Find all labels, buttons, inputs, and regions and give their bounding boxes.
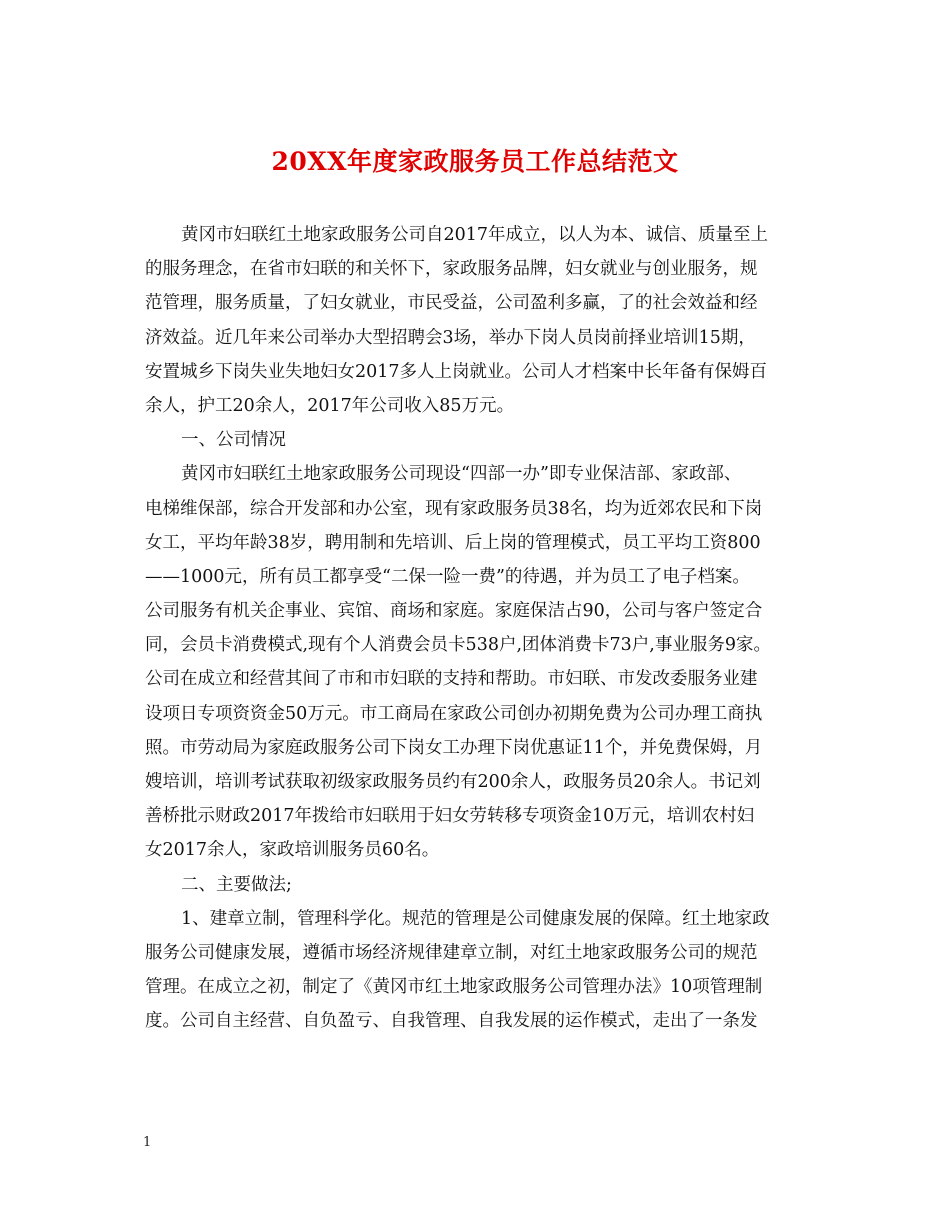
text-line: 管理。在成立之初，制定了《黄冈市红土地家政服务公司管理办法》10项管理制	[145, 977, 763, 998]
text-line: 同，会员卡消费模式,现有个人消费会员卡538户,团体消费卡73户,事业服务9家。	[145, 635, 771, 656]
paragraph-company	[145, 457, 815, 867]
section-heading: 二、主要做法;	[181, 874, 292, 895]
text-line: 1、建章立制，管理科学化。规范的管理是公司健康发展的保障。红土地家政	[181, 908, 770, 929]
text-line: 黄冈市妇联红土地家政服务公司现设“四部一办”即专业保洁部、家政部、	[181, 464, 742, 485]
text-line: 余人，护工20余人，2017年公司收入85万元。	[145, 395, 515, 416]
paragraph-intro	[145, 218, 815, 423]
text-line: 女2017余人，家政培训服务员60名。	[145, 840, 440, 861]
document-title: 20XX年度家政服务员工作总结范文	[271, 147, 679, 176]
page-number: 1	[143, 1135, 152, 1150]
section-heading-company	[145, 423, 815, 457]
text-line: 公司服务有机关企事业、宾馆、商场和家庭。家庭保洁占90，公司与客户签定合	[145, 601, 763, 622]
text-line: 照。市劳动局为家庭政服务公司下岗女工办理下岗优惠证11个，并免费保姆，月	[145, 737, 763, 758]
text-line: 度。公司自主经营、自负盈亏、自我管理、自我发展的运作模式，走出了一条发	[145, 1011, 758, 1032]
text-line: 安置城乡下岗失业失地妇女2017多人上岗就业。公司人才档案中长年备有保姆百	[145, 361, 768, 382]
text-line: 公司在成立和经营其间了市和市妇联的支持和帮助。市妇联、市发改委服务业建	[145, 669, 758, 690]
section-heading-methods	[145, 868, 815, 902]
text-line: 善桥批示财政2017年拨给市妇联用于妇女劳转移专项资金10万元，培训农村妇	[145, 806, 755, 827]
text-line: 黄冈市妇联红土地家政服务公司自2017年成立，以人为本、诚信、质量至上	[181, 225, 769, 245]
text-line: 嫂培训，培训考试获取初级家政服务员约有200余人，政服务员20余人。书记刘	[145, 772, 761, 792]
text-line: 范管理，服务质量，了妇女就业，市民受益，公司盈利多赢，了的社会效益和经	[145, 293, 758, 314]
text-line: 女工，平均年龄38岁，聘用制和先培训、后上岗的管理模式，员工平均工资800	[145, 532, 761, 553]
paragraph-methods	[145, 902, 815, 1039]
text-line: 电梯维保部，综合开发部和办公室，现有家政服务员38名，均为近郊农民和下岗	[145, 498, 763, 519]
text-line: 设项日专项资资金50万元。市工商局在家政公司创办初期免费为公司办理工商执	[145, 703, 763, 724]
text-line: 的服务理念，在省市妇联的和关怀下，家政服务品牌，妇女就业与创业服务，规	[145, 259, 758, 280]
section-heading: 一、公司情况	[181, 430, 286, 451]
document-body	[145, 218, 815, 1039]
text-line: ——1000元，所有员工都享受“二保一险一费”的待遇，并为员工了电子档案。	[145, 566, 750, 587]
text-line: 服务公司健康发展，遵循市场经济规律建章立制，对红土地家政服务公司的规范	[145, 942, 758, 963]
text-line: 济效益。近几年来公司举办大型招聘会3场，举办下岗人员岗前择业培训15期，	[145, 327, 756, 348]
